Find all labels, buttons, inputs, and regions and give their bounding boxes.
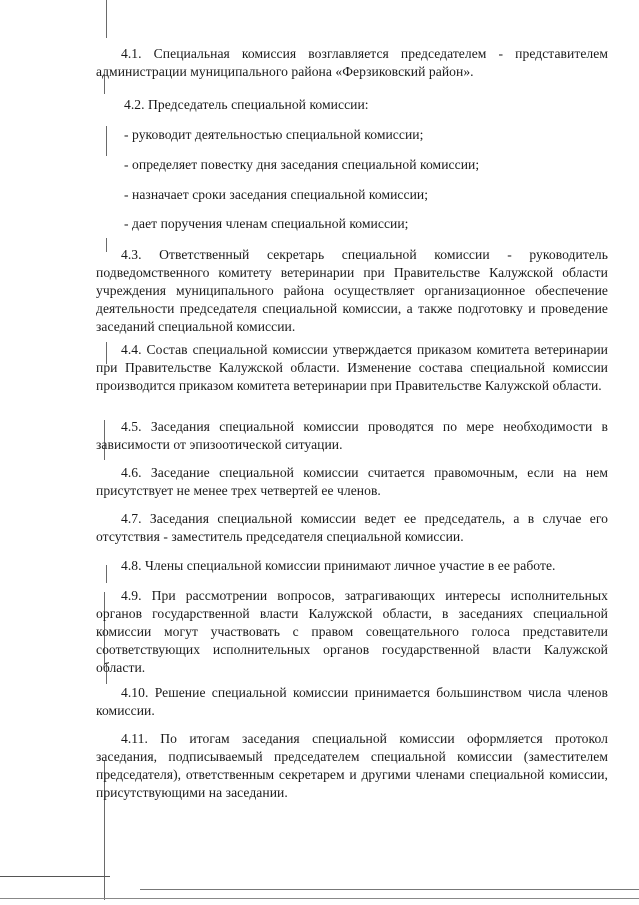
paragraph-4-4: 4.4. Состав специальной комиссии утверждается приказом комитета ветеринарии при Правительстве Калужской области. Изменение состава специальной комиссии производится приказом комитета ветеринарии при Правительстве Калужской области. <box>96 342 608 393</box>
list-item: - руководит деятельностью специальной комиссии; <box>124 127 424 142</box>
scan-margin-mark <box>106 0 107 38</box>
paragraph-4-2: 4.2. Председатель специальной комиссии: <box>124 97 369 112</box>
paragraph-4-8: 4.8. Члены специальной комиссии принимают личное участие в ее работе. <box>121 558 556 573</box>
paragraph-4-9: 4.9. При рассмотрении вопросов, затрагивающих интересы исполнительных органов государственной власти Калужской области, в заседаниях специальной комиссии могут участвовать с правом совещательного голоса представители соответствующих исполнительных органов государственной власти Калужской области. <box>96 588 608 675</box>
paragraph-4-6: 4.6. Заседание специальной комиссии считается правомочным, если на нем присутствует не менее трех четвертей ее членов. <box>96 465 608 498</box>
scan-margin-mark <box>106 126 107 156</box>
list-item: - определяет повестку дня заседания специальной комиссии; <box>124 157 480 172</box>
paragraph-4-1: 4.1. Специальная комиссия возглавляется председателем - представителем администрации муниципального района «Ферзиковский район». <box>96 46 608 79</box>
scan-edge-line <box>0 898 639 899</box>
scan-edge-line <box>0 876 110 877</box>
list-item: - дает поручения членам специальной комиссии; <box>124 216 409 231</box>
scan-edge-line <box>140 889 639 890</box>
paragraph-4-5: 4.5. Заседания специальной комиссии проводятся по мере необходимости в зависимости от эпизоотической ситуации. <box>96 419 608 452</box>
paragraph-4-10: 4.10. Решение специальной комиссии принимается большинством числа членов комиссии. <box>96 685 608 718</box>
list-item: - назначает сроки заседания специальной комиссии; <box>124 187 429 202</box>
paragraph-4-3: 4.3. Ответственный секретарь специальной комиссии - руководитель подведомственного комитету ветеринарии при Правительстве Калужской области учреждения муниципального района осуществляет организационное обеспечение деятельности председателя специальной комиссии, а также подготовку и проведение заседаний специальной комиссии. <box>96 247 608 334</box>
paragraph-4-11: 4.11. По итогам заседания специальной комиссии оформляется протокол заседания, подписываемый председателем специальной комиссии (заместителем председателя), ответственным секретарем и другими членами специальной комиссии, присутствующими на заседании. <box>96 731 608 800</box>
paragraph-4-7: 4.7. Заседания специальной комиссии ведет ее председатель, а в случае его отсутствия - заместитель председателя специальной комиссии. <box>96 511 608 544</box>
